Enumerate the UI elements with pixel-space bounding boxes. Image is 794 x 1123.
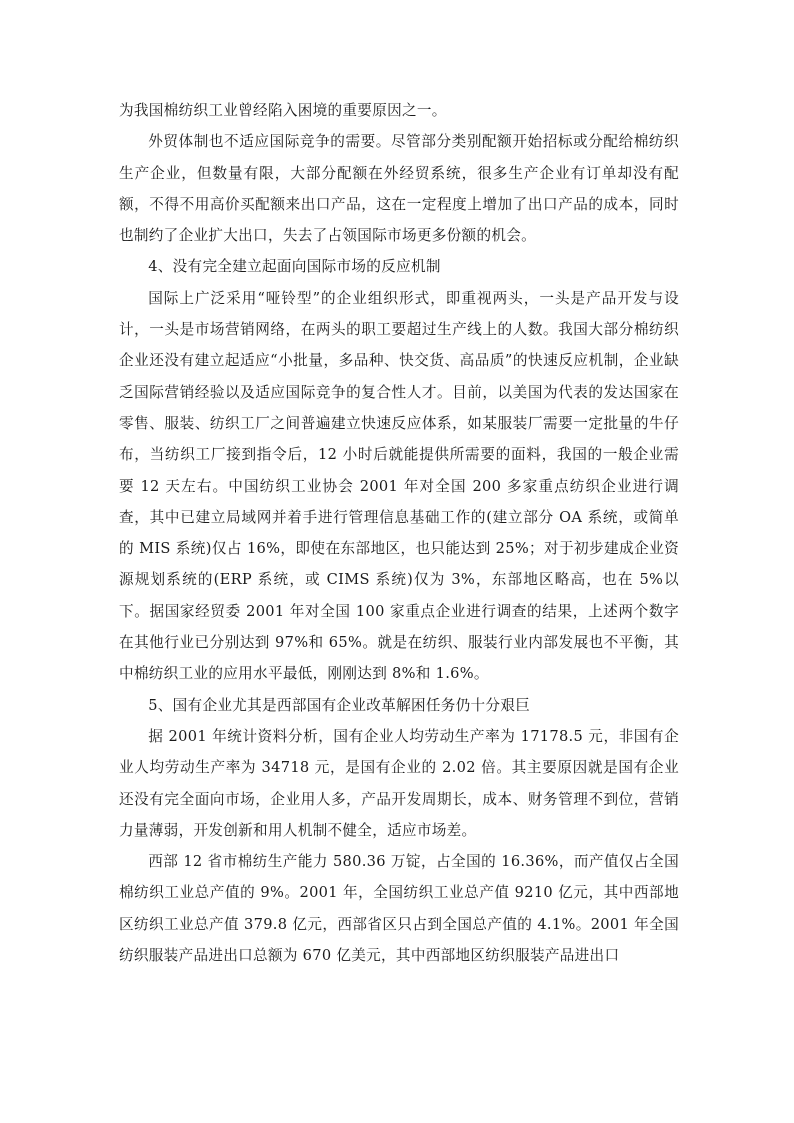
document-body	[119, 95, 679, 971]
paragraph-continuation: 为我国棉纺织工业曾经陷入困境的重要原因之一。	[119, 102, 447, 119]
paragraph-western-region: 西部 12 省市棉纺生产能力 580.36 万锭，占全国的 16.36%，而产值仅占全国棉纺织工业总产值的 9%。2001 年，全国纺织工业总产值 9210 亿元，其中西部地区纺织工业总产值 379.8 亿元，西部省区只占到全国总产值的 4.1%。2001 年全国纺织服装产品进出口总额为 670 亿美元，其中西部地区纺织服装产品进出口	[119, 853, 679, 965]
section-heading-5: 5、国有企业尤其是西部国有企业改革解困任务仍十分艰巨	[148, 696, 531, 714]
section-heading-4: 4、没有完全建立起面向国际市场的反应机制	[148, 258, 441, 276]
paragraph-productivity: 据 2001 年统计资料分析，国有企业人均劳动生产率为 17178.5 元，非国有企业人均劳动生产率为 34718 元，是国有企业的 2.02 倍。其主要原因就是国有企业还没有完全面向市场，企业用人多，产品开发周期长，成本、财务管理不到位，营销力量薄弱，开发创新和用人机制不健全，适应市场差。	[119, 727, 679, 839]
paragraph-foreign-trade: 外贸体制也不适应国际竞争的需要。尽管部分类别配额开始招标或分配给棉纺织生产企业，但数量有限，大部分配额在外经贸系统，很多生产企业有订单却没有配额，不得不用高价买配额来出口产品，这在一定程度上增加了出口产品的成本，同时也制约了企业扩大出口，失去了占领国际市场更多份额的机会。	[119, 133, 679, 245]
paragraph-reaction-mechanism: 国际上广泛采用“哑铃型”的企业组织形式，即重视两头，一头是产品开发与设计，一头是市场营销网络，在两头的职工要超过生产线上的人数。我国大部分棉纺织企业还没有建立起适应“小批量，多品种、快交货、高品质”的快速反应机制，企业缺乏国际营销经验以及适应国际竞争的复合性人才。目前，以美国为代表的发达国家在零售、服装、纺织工厂之间普遍建立快速反应体系，如某服装厂需要一定批量的牛仔布，当纺织工厂接到指令后，12 小时后就能提供所需要的面料，我国的一般企业需要 12 天左右。中国纺织工业协会 2001 年对全国 200 多家重点纺织企业进行调查，其中已建立局域网并着手进行管理信息基础工作的(建立部分 OA 系统，或简单的 MIS 系统)仅占 16%，即使在东部地区，也只能达到 25%；对于初步建成企业资源规划系统的(ERP 系统，或 CIMS 系统)仅为 3%，东部地区略高，也在 5%以下。据国家经贸委 2001 年对全国 100 家重点企业进行调查的结果，上述两个数字在其他行业已分别达到 97%和 65%。就是在纺织、服装行业内部发展也不平衡，其中棉纺织工业的应用水平最低，刚刚达到 8%和 1.6%。	[119, 289, 679, 683]
